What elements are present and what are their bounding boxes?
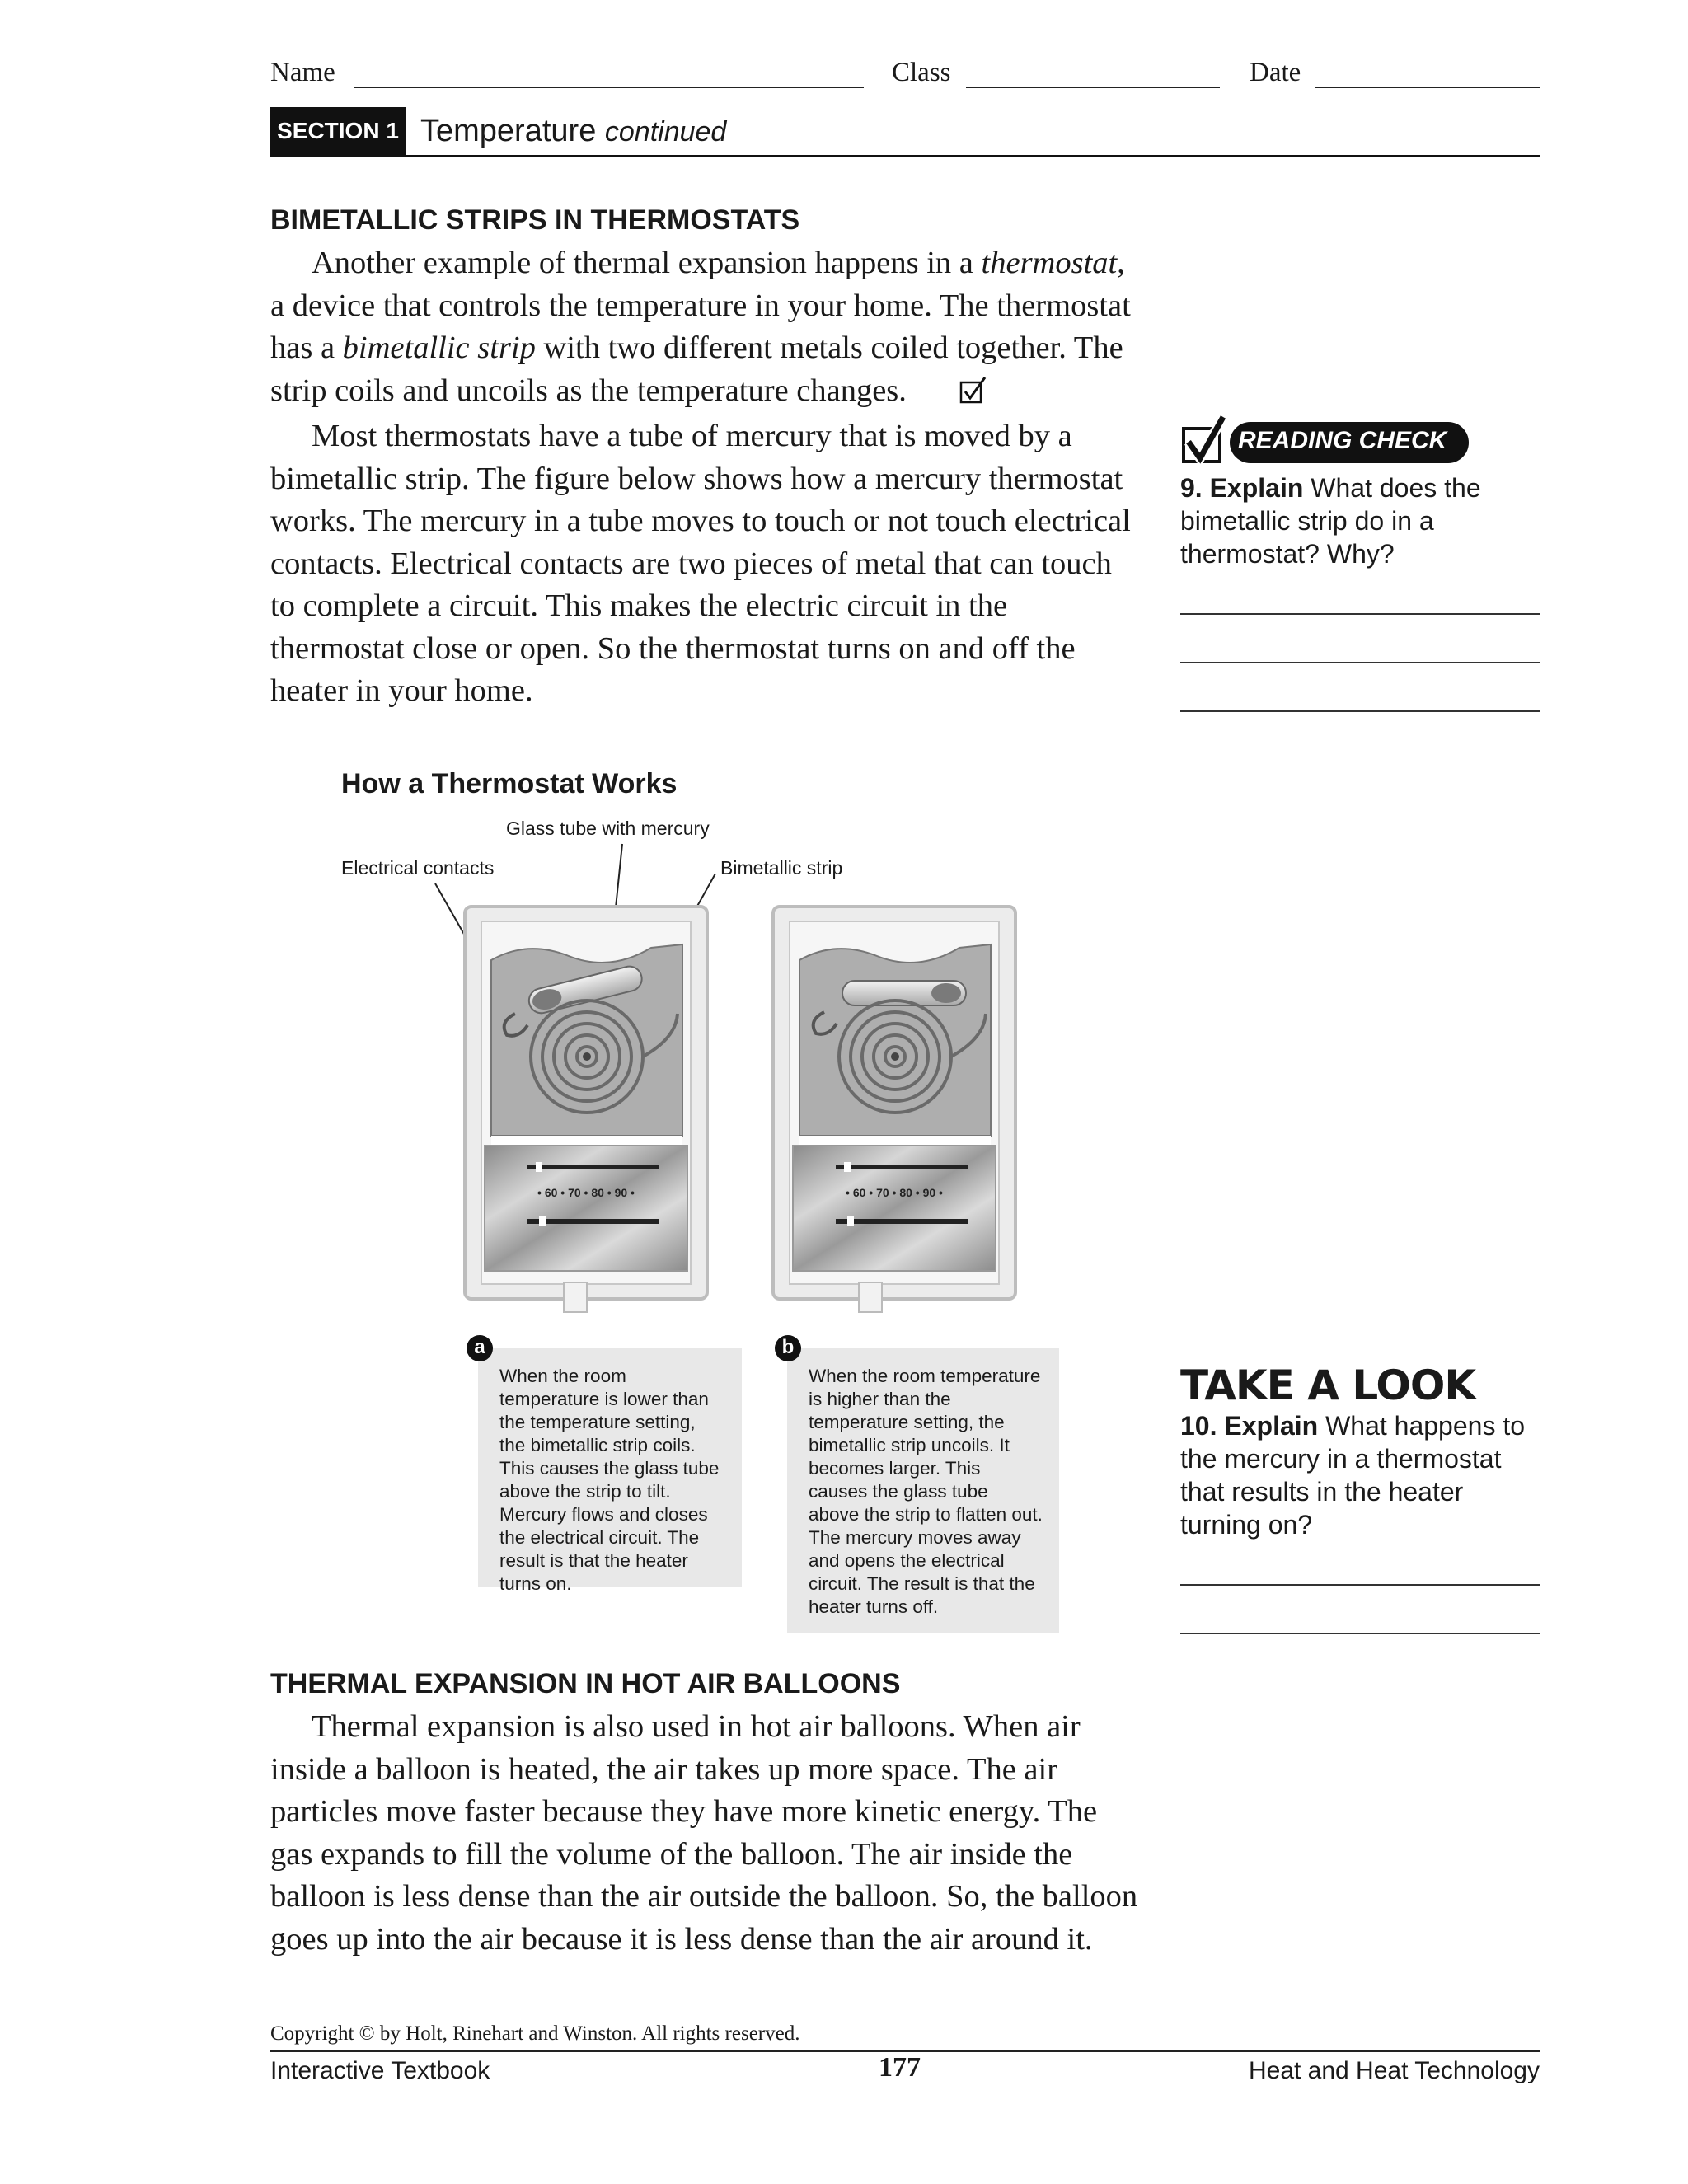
q9-number: 9.: [1180, 473, 1203, 503]
q10-verb: Explain: [1224, 1411, 1319, 1441]
heading-bimetallic: BIMETALLIC STRIPS IN THERMOSTATS: [270, 204, 800, 236]
section-title-suffix: continued: [604, 116, 727, 148]
section-tag: SECTION 1: [270, 107, 406, 155]
balloons-paragraph-1: Thermal expansion is also used in hot air balloons. When air inside a balloon is heated, the air takes up more space. The air particles move faster because they have more kinetic energy. The gas expands to fill the volume of the balloon. The air inside the balloon is less dense than the air outside the balloon. So, the balloon goes up into the air because it is less dense than the air around it.: [270, 1709, 1138, 1957]
caption-b-text: When the room temperature is higher than the temperature setting, the bimetallic strip uncoils. It becomes larger. This causes the glass tube above the strip to flatten out. The mercury moves away and opens the electrical circuit. The result is that the heater turns off.: [809, 1366, 1043, 1617]
caption-b-box: [787, 1348, 1059, 1633]
caption-a-text: When the room temperature is lower than the temperature setting, the bimetallic strip coils. This causes the glass tube above the strip to tilt. Mercury flows and closes the electrical circuit. The result is that the heater turns on.: [499, 1366, 720, 1594]
q10-answer-line-2[interactable]: [1180, 1633, 1540, 1634]
dial-scale-a: • 60 • 70 • 80 • 90 •: [537, 1186, 635, 1199]
p1-text-b: , a device that controls the temperature in your home. The thermostat has a: [270, 246, 1131, 365]
copyright: Copyright © by Holt, Rinehart and Winston. All rights reserved.: [270, 2022, 800, 2045]
q10-number: 10.: [1180, 1411, 1217, 1441]
thermostat-a-illustration: [465, 907, 707, 1312]
balloons-body: [270, 1706, 1144, 1961]
label-electrical-contacts: Electrical contacts: [341, 857, 495, 879]
q10-text: What happens to the mercury in a thermostat that results in the heater turning on?: [1180, 1411, 1526, 1540]
caption-a-badge: a: [467, 1335, 493, 1361]
reading-check-label: READING CHECK: [1238, 427, 1447, 454]
bimetallic-paragraph-2: Most thermostats have a tube of mercury that is moved by a bimetallic strip. The figure below shows how a mercury thermostat works. The mercury in a tube moves to touch or not touch electrical contacts. Electrical contacts are two pieces of metal that can touch to complete a circuit. This makes the electric circuit in the thermostat close or open. So the thermostat turns on and off the heater in your home.: [270, 419, 1131, 708]
thermostat-b-illustration: [773, 907, 1015, 1312]
class-label: Class: [892, 58, 951, 87]
p1-text-c: with two different metals coiled together. The strip coils and uncoils as the temperature changes.: [270, 330, 1123, 408]
q9-text: What does the bimetallic strip do in a thermostat? Why?: [1180, 473, 1481, 569]
footer-chapter-title: Heat and Heat Technology: [1248, 2057, 1540, 2084]
dial-scale-b: • 60 • 70 • 80 • 90 •: [846, 1186, 943, 1199]
label-glass-tube: Glass tube with mercury: [506, 818, 710, 839]
p1-text-a: Another example of thermal expansion happens in a: [312, 246, 982, 280]
figure-title: How a Thermostat Works: [341, 768, 678, 799]
footer-book-title: Interactive Textbook: [270, 2057, 490, 2084]
q10-answer-line-1[interactable]: [1180, 1584, 1540, 1586]
section-title-text: Temperature: [420, 114, 597, 148]
caption-b-badge: b: [775, 1335, 801, 1361]
term-bimetallic-strip: bimetallic strip: [342, 330, 536, 365]
take-a-look-title: TAKE A LOOK: [1180, 1361, 1476, 1409]
term-thermostat: thermostat: [981, 246, 1118, 280]
caption-a-box: [478, 1348, 742, 1594]
name-label: Name: [270, 58, 335, 87]
heading-balloons: THERMAL EXPANSION IN HOT AIR BALLOONS: [270, 1668, 901, 1699]
take-a-look-question: [1180, 1409, 1540, 1541]
q9-verb: Explain: [1209, 473, 1304, 503]
page-number: 177: [879, 2052, 921, 2083]
label-bimetallic-strip: Bimetallic strip: [720, 857, 843, 879]
date-label: Date: [1250, 58, 1301, 87]
